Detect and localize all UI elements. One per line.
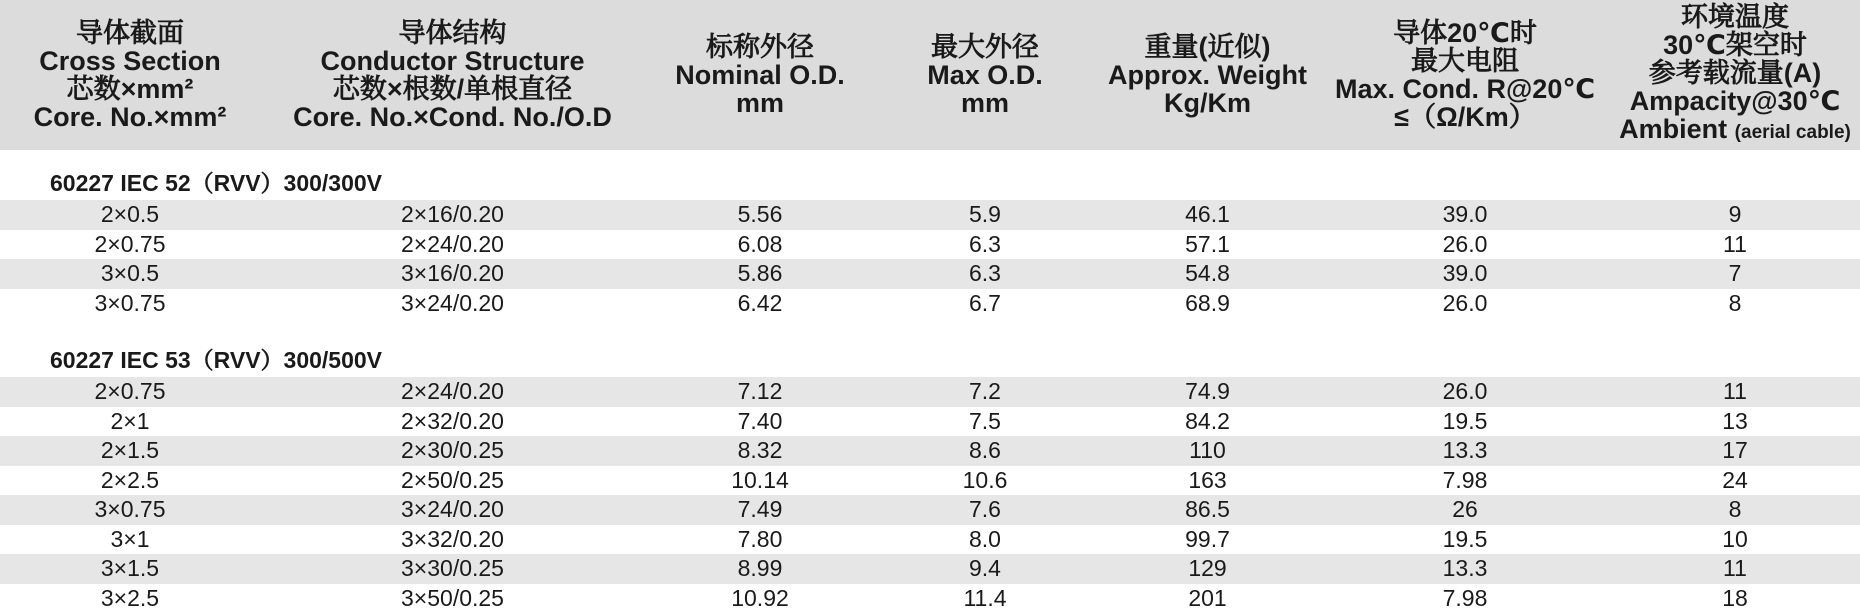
cell-conductor-structure: 2×24/0.20 [401, 230, 504, 257]
cell-ampacity: 24 [1722, 466, 1748, 493]
group-title: 60227 IEC 53（RVV）300/500V [50, 347, 383, 373]
header-text: mm [960, 88, 1009, 118]
cell-approx-weight: 68.9 [1185, 289, 1230, 316]
cell-cross-section: 3×0.75 [94, 289, 166, 316]
header-text: Kg/Km [1164, 88, 1251, 118]
header-text: Cross Section [39, 46, 221, 76]
cell-nominal-od: 10.14 [731, 466, 789, 493]
cell-max-resistance: 39.0 [1442, 201, 1488, 228]
cell-approx-weight: 86.5 [1185, 496, 1230, 523]
table-row [0, 230, 1860, 260]
header-text: ≤（Ω/Km） [1394, 102, 1536, 132]
header-text: 芯数×根数/单根直径 [332, 74, 573, 104]
header-text: 重量(近似) [1144, 32, 1271, 62]
header-text: Approx. Weight [1108, 60, 1307, 90]
cell-ampacity: 8 [1728, 289, 1742, 316]
header-text: Ampacity@30℃ [1629, 86, 1841, 116]
header-text [1619, 115, 1851, 147]
cell-approx-weight: 110 [1189, 437, 1226, 464]
header-text: 导体截面 [75, 18, 184, 48]
cell-conductor-structure: 2×16/0.20 [401, 201, 504, 228]
cell-cross-section: 2×1.5 [100, 437, 160, 464]
cell-max-resistance: 26.0 [1442, 378, 1488, 405]
cell-nominal-od: 7.12 [737, 378, 783, 405]
cell-max-resistance: 7.98 [1442, 584, 1488, 611]
table-row [0, 200, 1860, 230]
cell-approx-weight: 99.7 [1185, 525, 1230, 552]
cell-max-resistance: 26.0 [1442, 289, 1488, 316]
cell-conductor-structure: 3×24/0.20 [401, 289, 504, 316]
header-text: 导体20℃时 [1393, 18, 1537, 48]
cell-approx-weight: 74.9 [1185, 378, 1230, 405]
cell-nominal-od: 5.56 [737, 201, 783, 228]
header-text: 最大电阻 [1411, 46, 1519, 76]
cell-cross-section: 3×2.5 [100, 584, 160, 611]
header-text: Ambient [1619, 114, 1728, 144]
header-text: Max O.D. [927, 60, 1043, 90]
cell-ampacity: 17 [1722, 437, 1748, 464]
group-rows [0, 377, 1860, 613]
header-text: 环境温度 [1681, 2, 1789, 32]
cell-ampacity: 11 [1723, 230, 1747, 257]
cell-nominal-od: 10.92 [731, 584, 789, 611]
cell-nominal-od: 7.80 [737, 525, 783, 552]
table-row [0, 259, 1860, 289]
cell-max-resistance: 26 [1452, 496, 1478, 523]
cell-nominal-od: 6.08 [737, 230, 783, 257]
header-nominal-od [645, 0, 875, 150]
group-rows [0, 200, 1860, 318]
table-row [0, 377, 1860, 407]
header-text: Max. Cond. R@20℃ [1334, 74, 1596, 104]
header-cross-section [0, 0, 260, 150]
cell-ampacity: 10 [1722, 525, 1748, 552]
header-text: 导体结构 [398, 18, 507, 48]
cell-ampacity: 8 [1728, 496, 1742, 523]
cell-max-od: 7.6 [969, 496, 1001, 523]
cell-nominal-od: 7.40 [737, 407, 783, 434]
cell-max-od: 5.9 [969, 201, 1001, 228]
header-text: Conductor Structure [320, 46, 585, 76]
header-text: Nominal O.D. [675, 60, 845, 90]
cell-max-od: 6.7 [969, 289, 1001, 316]
cell-conductor-structure: 3×50/0.25 [401, 584, 504, 611]
header-max-od [875, 0, 1095, 150]
cell-max-od: 9.4 [969, 555, 1001, 582]
cell-conductor-structure: 2×30/0.25 [401, 437, 504, 464]
cell-max-resistance: 7.98 [1442, 466, 1488, 493]
cell-nominal-od: 5.86 [737, 260, 783, 287]
cell-conductor-structure: 2×32/0.20 [401, 407, 504, 434]
table-row [0, 525, 1860, 555]
header-text: 参考载流量(A) [1648, 58, 1822, 88]
cell-ampacity: 13 [1722, 407, 1748, 434]
cell-cross-section: 3×0.75 [94, 496, 166, 523]
cell-cross-section: 2×1 [110, 407, 150, 434]
cell-cross-section: 2×0.75 [94, 378, 166, 405]
cell-approx-weight: 46.1 [1185, 201, 1230, 228]
table-row [0, 436, 1860, 466]
cell-max-resistance: 13.3 [1442, 555, 1488, 582]
divider [0, 318, 1860, 324]
cell-cross-section: 2×0.5 [100, 201, 160, 228]
cell-nominal-od: 6.42 [737, 289, 783, 316]
header-max-resistance [1320, 0, 1610, 150]
header-text: mm [735, 88, 784, 118]
table-row [0, 407, 1860, 437]
cell-approx-weight: 163 [1188, 466, 1227, 493]
cell-max-od: 11.4 [963, 584, 1007, 611]
cell-conductor-structure: 3×16/0.20 [401, 260, 504, 287]
cell-approx-weight: 129 [1188, 555, 1227, 582]
group-title: 60227 IEC 52（RVV）300/300V [50, 170, 383, 196]
cell-cross-section: 3×0.5 [100, 260, 160, 287]
header-text: 标称外径 [705, 32, 814, 62]
cell-ampacity: 11 [1723, 555, 1747, 582]
cell-ampacity: 9 [1728, 201, 1742, 228]
cell-max-od: 7.2 [969, 378, 1001, 405]
cell-max-resistance: 19.5 [1442, 407, 1488, 434]
cell-approx-weight: 54.8 [1185, 260, 1230, 287]
cell-max-resistance: 13.3 [1442, 437, 1488, 464]
cell-cross-section: 3×1.5 [100, 555, 160, 582]
cell-max-od: 10.6 [962, 466, 1008, 493]
cell-nominal-od: 7.49 [737, 496, 783, 523]
table-row [0, 584, 1860, 614]
header-ampacity [1610, 0, 1860, 150]
cell-max-od: 8.0 [969, 525, 1001, 552]
header-note: (aerial cable) [1734, 122, 1851, 143]
header-text: 芯数×mm² [66, 74, 194, 104]
cell-approx-weight: 201 [1188, 584, 1227, 611]
header-text: Core. No.×mm² [33, 102, 227, 132]
header-approx-weight [1095, 0, 1320, 150]
cell-max-resistance: 26.0 [1442, 230, 1488, 257]
cell-cross-section: 2×2.5 [100, 466, 160, 493]
cell-approx-weight: 57.1 [1185, 230, 1230, 257]
header-text: 最大外径 [931, 32, 1039, 62]
cell-conductor-structure: 2×24/0.20 [401, 378, 504, 405]
cell-max-resistance: 19.5 [1442, 525, 1488, 552]
cell-nominal-od: 8.99 [737, 555, 783, 582]
cell-max-od: 6.3 [969, 260, 1001, 287]
cell-ampacity: 7 [1728, 260, 1742, 287]
table-header [0, 0, 1860, 150]
cell-max-od: 6.3 [969, 230, 1001, 257]
cell-approx-weight: 84.2 [1185, 407, 1230, 434]
cell-max-od: 8.6 [969, 437, 1001, 464]
table-row [0, 554, 1860, 584]
cell-ampacity: 18 [1722, 584, 1748, 611]
table-row [0, 289, 1860, 319]
table-row [0, 466, 1860, 496]
header-text: 30℃架空时 [1663, 30, 1807, 60]
table-row [0, 495, 1860, 525]
cell-conductor-structure: 3×30/0.25 [401, 555, 504, 582]
cell-cross-section: 2×0.75 [94, 230, 166, 257]
cell-conductor-structure: 3×24/0.20 [401, 496, 504, 523]
cell-conductor-structure: 3×32/0.20 [401, 525, 504, 552]
cell-cross-section: 3×1 [110, 525, 150, 552]
cell-ampacity: 11 [1723, 378, 1747, 405]
header-text: Core. No.×Cond. No./O.D [293, 102, 612, 132]
cell-nominal-od: 8.32 [737, 437, 783, 464]
cell-max-resistance: 39.0 [1442, 260, 1488, 287]
cell-conductor-structure: 2×50/0.25 [401, 466, 504, 493]
header-conductor-structure [260, 0, 645, 150]
cell-max-od: 7.5 [969, 407, 1001, 434]
